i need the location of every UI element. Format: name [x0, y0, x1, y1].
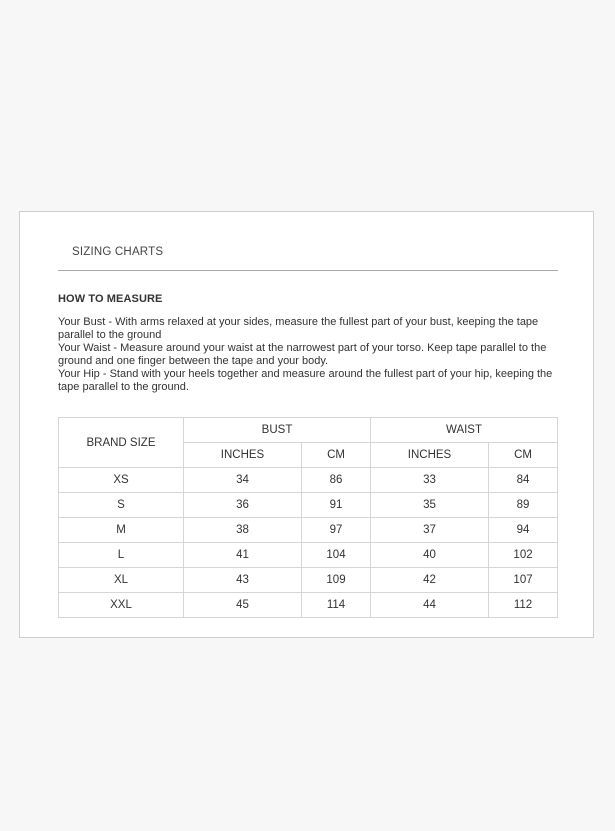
table-row [59, 468, 558, 493]
bust-cm-cell: 97 [302, 518, 371, 543]
size-table [58, 417, 558, 618]
table-row [59, 593, 558, 618]
waist-inches-cell: 40 [371, 543, 489, 568]
measure-instructions [58, 316, 558, 394]
brand-size-header: BRAND SIZE [59, 418, 184, 468]
bust-cm-cell: 114 [302, 593, 371, 618]
brand-size-cell: S [59, 493, 184, 518]
table-row [59, 543, 558, 568]
bust-inches-cell: 38 [184, 518, 302, 543]
waist-header: WAIST [371, 418, 558, 443]
brand-size-cell: L [59, 543, 184, 568]
sizing-chart-modal [19, 211, 594, 638]
bust-cm-cell: 91 [302, 493, 371, 518]
bust-cm-cell: 104 [302, 543, 371, 568]
bust-instruction: Your Bust - With arms relaxed at your sides, measure the fullest part of your bust, keeping the tape parallel to the ground [58, 316, 539, 341]
brand-size-cell: XXL [59, 593, 184, 618]
how-to-measure-heading: HOW TO MEASURE [58, 293, 163, 305]
bust-inches-cell: 36 [184, 493, 302, 518]
bust-inches-cell: 41 [184, 543, 302, 568]
bust-inches-header: INCHES [184, 443, 302, 468]
waist-cm-cell: 94 [489, 518, 558, 543]
waist-inches-cell: 33 [371, 468, 489, 493]
brand-size-cell: XS [59, 468, 184, 493]
table-header-row [59, 418, 558, 443]
table-row [59, 518, 558, 543]
brand-size-cell: XL [59, 568, 184, 593]
waist-cm-cell: 107 [489, 568, 558, 593]
bust-header: BUST [184, 418, 371, 443]
waist-inches-cell: 37 [371, 518, 489, 543]
waist-inches-cell: 35 [371, 493, 489, 518]
waist-cm-cell: 84 [489, 468, 558, 493]
tab-sizing-charts[interactable]: SIZING CHARTS [72, 246, 164, 258]
waist-instruction: Your Waist - Measure around your waist at the narrowest part of your torso. Keep tape parallel to the ground and one finger between the tape and your body. [58, 342, 547, 367]
bust-inches-cell: 34 [184, 468, 302, 493]
waist-cm-header: CM [489, 443, 558, 468]
size-rows [59, 468, 558, 618]
waist-inches-cell: 42 [371, 568, 489, 593]
hip-instruction: Your Hip - Stand with your heels together and measure around the fullest part of your hip, keeping the tape parallel to the ground. [58, 368, 553, 393]
bust-inches-cell: 45 [184, 593, 302, 618]
bust-inches-cell: 43 [184, 568, 302, 593]
waist-cm-cell: 89 [489, 493, 558, 518]
waist-inches-cell: 44 [371, 593, 489, 618]
waist-cm-cell: 102 [489, 543, 558, 568]
tab-bar [58, 212, 558, 271]
bust-cm-cell: 109 [302, 568, 371, 593]
table-row [59, 493, 558, 518]
bust-cm-cell: 86 [302, 468, 371, 493]
bust-cm-header: CM [302, 443, 371, 468]
waist-cm-cell: 112 [489, 593, 558, 618]
brand-size-cell: M [59, 518, 184, 543]
table-row [59, 568, 558, 593]
waist-inches-header: INCHES [371, 443, 489, 468]
